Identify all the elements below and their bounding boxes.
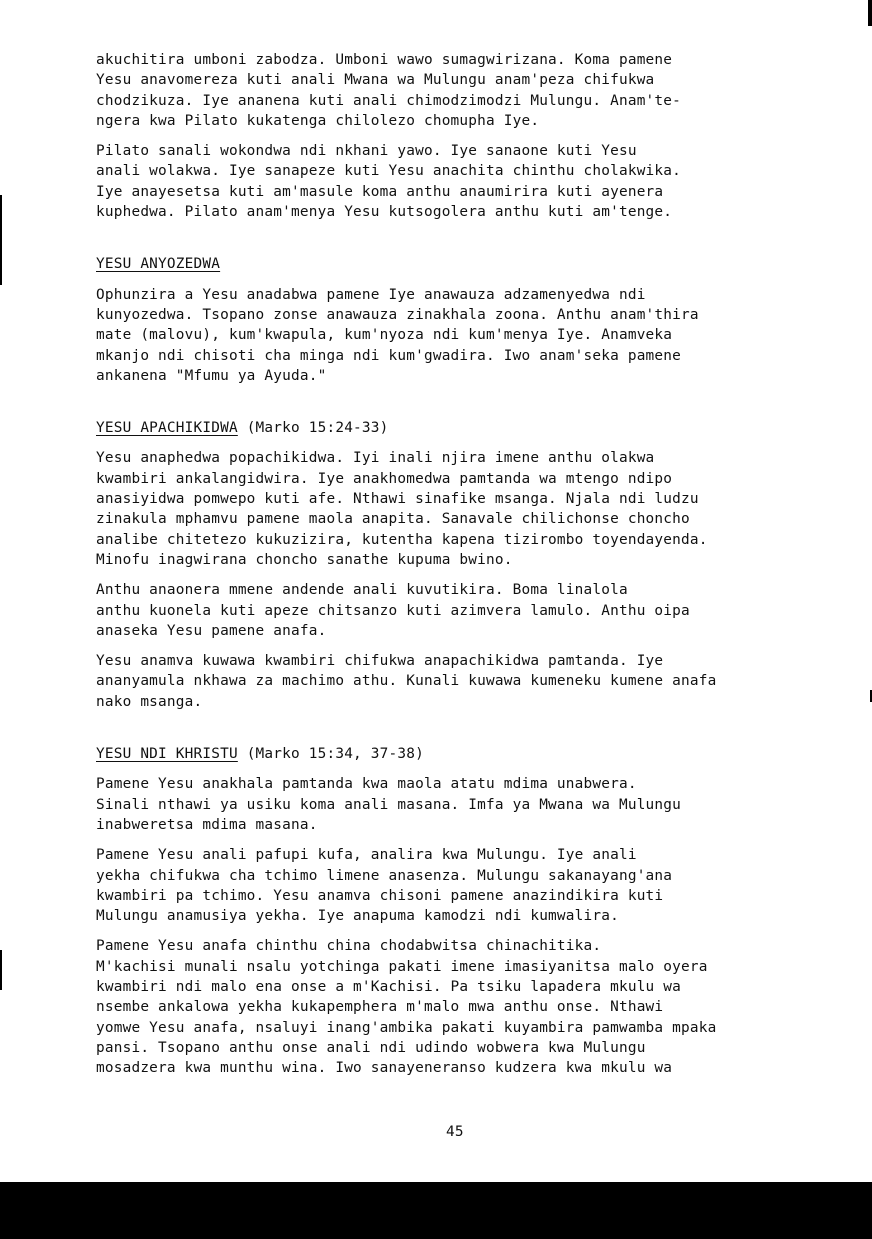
section-heading xyxy=(96,418,816,438)
heading-text: YESU APACHIKIDWA xyxy=(96,420,238,437)
paragraph: Pilato sanali wokondwa ndi nkhani yawo. Iye sanaone kuti Yesu anali wolakwa. Iye sanapeze kuti Yesu anachita chinthu cholakwika. Iye anayesetsa kuti am'masule koma anthu anaumirira kuti ayenera kuphedwa. Pilato anam'menya Yesu kutsogolera anthu kuti am'tenge. xyxy=(96,143,682,221)
scan-bottom-border xyxy=(0,1182,872,1239)
paragraph: akuchitira umboni zabodza. Umboni wawo sumagwirizana. Koma pamene Yesu anavomereza kuti anali Mwana wa Mulungu anam'peza chifukwa chodzikuza. Iye ananena kuti anali chimodzimodzi Mulungu. Anam'te- ngera kwa Pilato kukatenga chilolezo chomupha Iye. xyxy=(96,52,682,129)
paragraph: Yesu anamva kuwawa kwambiri chifukwa anapachikidwa pamtanda. Iye ananyamula nkhawa za machimo athu. Kunali kuwawa kumeneku kumene anafa nako msanga. xyxy=(96,653,717,710)
section-heading xyxy=(96,254,816,274)
heading-reference: (Marko 15:24-33) xyxy=(237,420,389,437)
heading-text: YESU NDI KHRISTU xyxy=(96,746,238,763)
paragraph: Yesu anaphedwa popachikidwa. Iyi inali njira imene anthu olakwa kwambiri ankalangidwira. Iye anakhomedwa pamtanda wa mtengo ndipo anasiyidwa pomwepo kuti afe. Nthawi sinafike msanga. Njala ndi ludzu zinakula mphamvu pamene maola anapita. Sanavale chilichonse choncho analibe chitetezo kukuzizira, kutentha kapena tizirombo toyendayenda. Minofu inagwirana choncho sanathe kupuma bwino. xyxy=(96,450,708,568)
page-number: 45 xyxy=(446,1124,464,1140)
paragraph: Pamene Yesu anakhala pamtanda kwa maola atatu mdima unabwera. Sinali nthawi ya usiku koma anali masana. Imfa ya Mwana wa Mulungu inabweretsa mdima masana. xyxy=(96,776,682,833)
heading-text: YESU ANYOZEDWA xyxy=(96,256,221,273)
paragraph: Pamene Yesu anali pafupi kufa, analira kwa Mulungu. Iye anali yekha chifukwa cha tchimo limene anasenza. Mulungu sakanayang'ana kwambiri pa tchimo. Yesu anamva chisoni pamene anazindikira kuti Mulungu anamusiya yekha. Iye anapuma kamodzi ndi kumwalira. xyxy=(96,847,673,925)
paragraph: Anthu anaonera mmene andende anali kuvutikira. Boma linalola anthu kuonela kuti apeze chitsanzo kuti azimvera lamulo. Anthu oipa anaseka Yesu pamene anafa. xyxy=(96,582,690,639)
scan-edge-mark xyxy=(868,0,872,26)
paragraph: Pamene Yesu anafa chinthu china chodabwitsa chinachitika. M'kachisi munali nsalu yotchinga pakati imene imasiyanitsa malo oyera kwambiri ndi malo ena onse a m'Kachisi. Pa tsiku lapadera mkulu wa nsembe ankalowa yekha kukapemphera m'malo mwa anthu onse. Nthawi yomwe Yesu anafa, nsaluyi inang'ambika pakati kuyambira pamwamba mpaka pansi. Tsopano anthu onse anali ndi udindo wobwera kwa Mulungu mosadzera kwa munthu wina. Iwo sanayeneranso kudzera kwa mkulu wa xyxy=(96,938,717,1077)
paragraph: Ophunzira a Yesu anadabwa pamene Iye anawauza adzamenyedwa ndi kunyozedwa. Tsopano zonse anawauza zinakhala zoona. Anthu anam'thira mate (malovu), kum'kwapula, kum'nyoza ndi kum'menya Iye. Anamveka mkanjo ndi chisoti cha minga ndi kum'gwadira. Iwo anam'seka pamene ankanena "Mfumu ya Ayuda." xyxy=(96,286,699,384)
section-heading xyxy=(96,744,816,764)
scan-edge-mark xyxy=(0,195,2,285)
scan-edge-mark xyxy=(0,950,2,990)
page-body xyxy=(96,50,816,1078)
heading-reference: (Marko 15:34, 37-38) xyxy=(237,746,424,763)
